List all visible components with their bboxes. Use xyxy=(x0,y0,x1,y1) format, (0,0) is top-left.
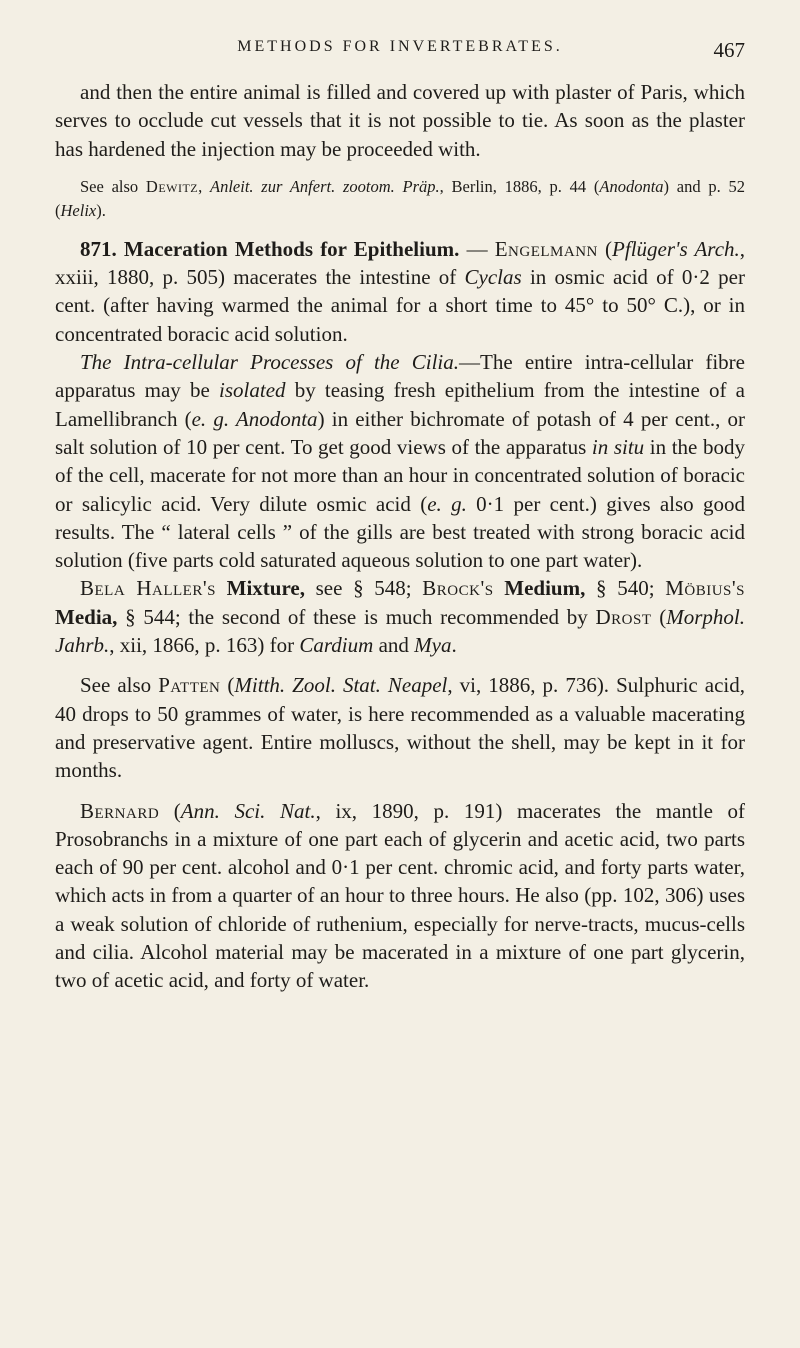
genus-name: Cardium xyxy=(299,633,374,658)
genus-name: Anodonta xyxy=(599,176,664,196)
term: Media, xyxy=(55,604,118,629)
text-run: ). xyxy=(96,200,106,220)
text-run: , Berlin, 1886, p. 44 ( xyxy=(439,176,600,196)
section-number: 871. xyxy=(80,236,117,261)
book-page xyxy=(55,0,745,995)
section-heading: Maceration Methods for Epithelium. xyxy=(123,236,460,261)
text-run: , ix, 1890, p. 191) macerates the mantle of Prosobranchs in a mixture of one part each of glycerin and acetic acid, two parts each of 90 per cent. alcohol and 0·1 per cent. chromic acid, and forty parts water, which acts in from a quarter of an hour to three hours. He also (pp. 102, 306) uses a weak solution of chloride of ruthenium, especially for nerve-tracts, mucus-cells and cilia. Alcohol material may be macerated in a mixture of one part glycerin, two of acetic acid, and forty of water. xyxy=(55,798,746,993)
author-name: Brock's xyxy=(422,576,494,601)
author-name: Dewitz xyxy=(145,176,199,196)
author-name: Bernard xyxy=(80,798,160,823)
genus-name: Helix xyxy=(60,200,97,220)
text-run: , xyxy=(198,176,211,196)
paragraph-text: and then the entire animal is filled and covered up with plaster of Paris, which serves to occlude cut vessels that it is not possible to tie. As soon as the plaster has hardened the injection may be proceeded with. xyxy=(55,80,745,161)
running-head-title: METHODS FOR INVERTEBRATES. xyxy=(237,38,563,55)
reference-title: Anleit. zur Anfert. zootom. Präp. xyxy=(210,176,440,196)
journal-title: Mitth. Zool. Stat. Neapel xyxy=(234,673,448,698)
term: Medium, xyxy=(493,576,586,601)
author-name: Bela Haller's xyxy=(80,576,216,601)
genus-name: Cyclas xyxy=(464,265,522,290)
text-run: , xii, 1866, p. 163) for xyxy=(109,633,300,658)
text-run: in osmic acid of 0·2 per cent. (after having warmed the animal for a short time to 45° to 50° C.), or in concentrated boracic acid solution. xyxy=(55,265,745,346)
emphasis: e. g. xyxy=(427,491,467,516)
text-run: ( xyxy=(597,236,613,261)
term: Mixture, xyxy=(215,576,305,601)
page-number: 467 xyxy=(713,38,745,62)
author-name: Möbius's xyxy=(665,576,746,601)
text-run: See also xyxy=(80,176,146,196)
text-run: by teasing fresh epithelium from the intestine of a Lamellibranch ( xyxy=(55,378,745,431)
paragraph-bela-haller xyxy=(55,574,745,659)
text-run: —The entire intra-cellular fibre apparatus may be xyxy=(55,350,745,403)
text-run: § 540; xyxy=(585,576,666,601)
journal-title: Pflüger's Arch. xyxy=(612,236,740,261)
text-run: and xyxy=(373,633,415,658)
text-run: See also xyxy=(80,673,159,698)
text-run: ( xyxy=(651,604,667,629)
subsection-heading: The Intra-cellular Processes of the Cilia. xyxy=(80,350,460,375)
paragraph-continuation xyxy=(55,78,745,163)
text-run: see § 548; xyxy=(304,576,423,601)
text-run: , xxiii, 1880, p. 505) macerates the intestine of xyxy=(55,236,746,290)
text-run: ) in either bichromate of potash of 4 per cent., or salt solution of 10 per cent. To get good views of the apparatus xyxy=(55,406,745,459)
author-name: Drost xyxy=(595,604,652,629)
text-run: ( xyxy=(159,798,181,823)
text-run: 0·1 per cent.) gives also good results. The “ lateral cells ” of the gills are best treated with strong boracic acid solution (five parts cold saturated aqueous solution to one part water). xyxy=(55,491,745,573)
author-name: Engelmann xyxy=(494,236,598,261)
journal-title: Morphol. Jahrb. xyxy=(55,604,745,658)
section-871 xyxy=(55,235,745,348)
paragraph-patten xyxy=(55,671,745,784)
emphasis: in situ xyxy=(591,434,645,459)
paragraph-bernard xyxy=(55,797,745,995)
emphasis: isolated xyxy=(219,378,286,403)
text-run: in the body of the cell, macerate for not more than an hour in concentrated solution of boracic or salicylic acid. Very dilute osmic acid ( xyxy=(55,434,745,516)
emphasis: e. g. Anodonta xyxy=(191,406,318,431)
genus-name: Mya xyxy=(414,633,452,658)
text-run: — xyxy=(459,236,495,261)
text-run: . xyxy=(451,633,457,658)
journal-title: Ann. Sci. Nat. xyxy=(180,798,316,823)
running-head xyxy=(55,38,745,78)
text-run: ) and p. 52 ( xyxy=(55,176,745,220)
author-name: Patten xyxy=(158,673,221,698)
text-run: , vi, 1886, p. 736). Sulphuric acid, 40 drops to 50 grammes of water, is here recommended as a valuable macerating and preservative agent. Entire molluscs, without the shell, may be kept in it for months. xyxy=(55,673,745,783)
text-run: ( xyxy=(220,673,235,698)
paragraph-see-also-dewitz xyxy=(55,175,745,223)
text-run: § 544; the second of these is much recommended by xyxy=(117,604,596,629)
paragraph-intra-cellular xyxy=(55,348,745,574)
